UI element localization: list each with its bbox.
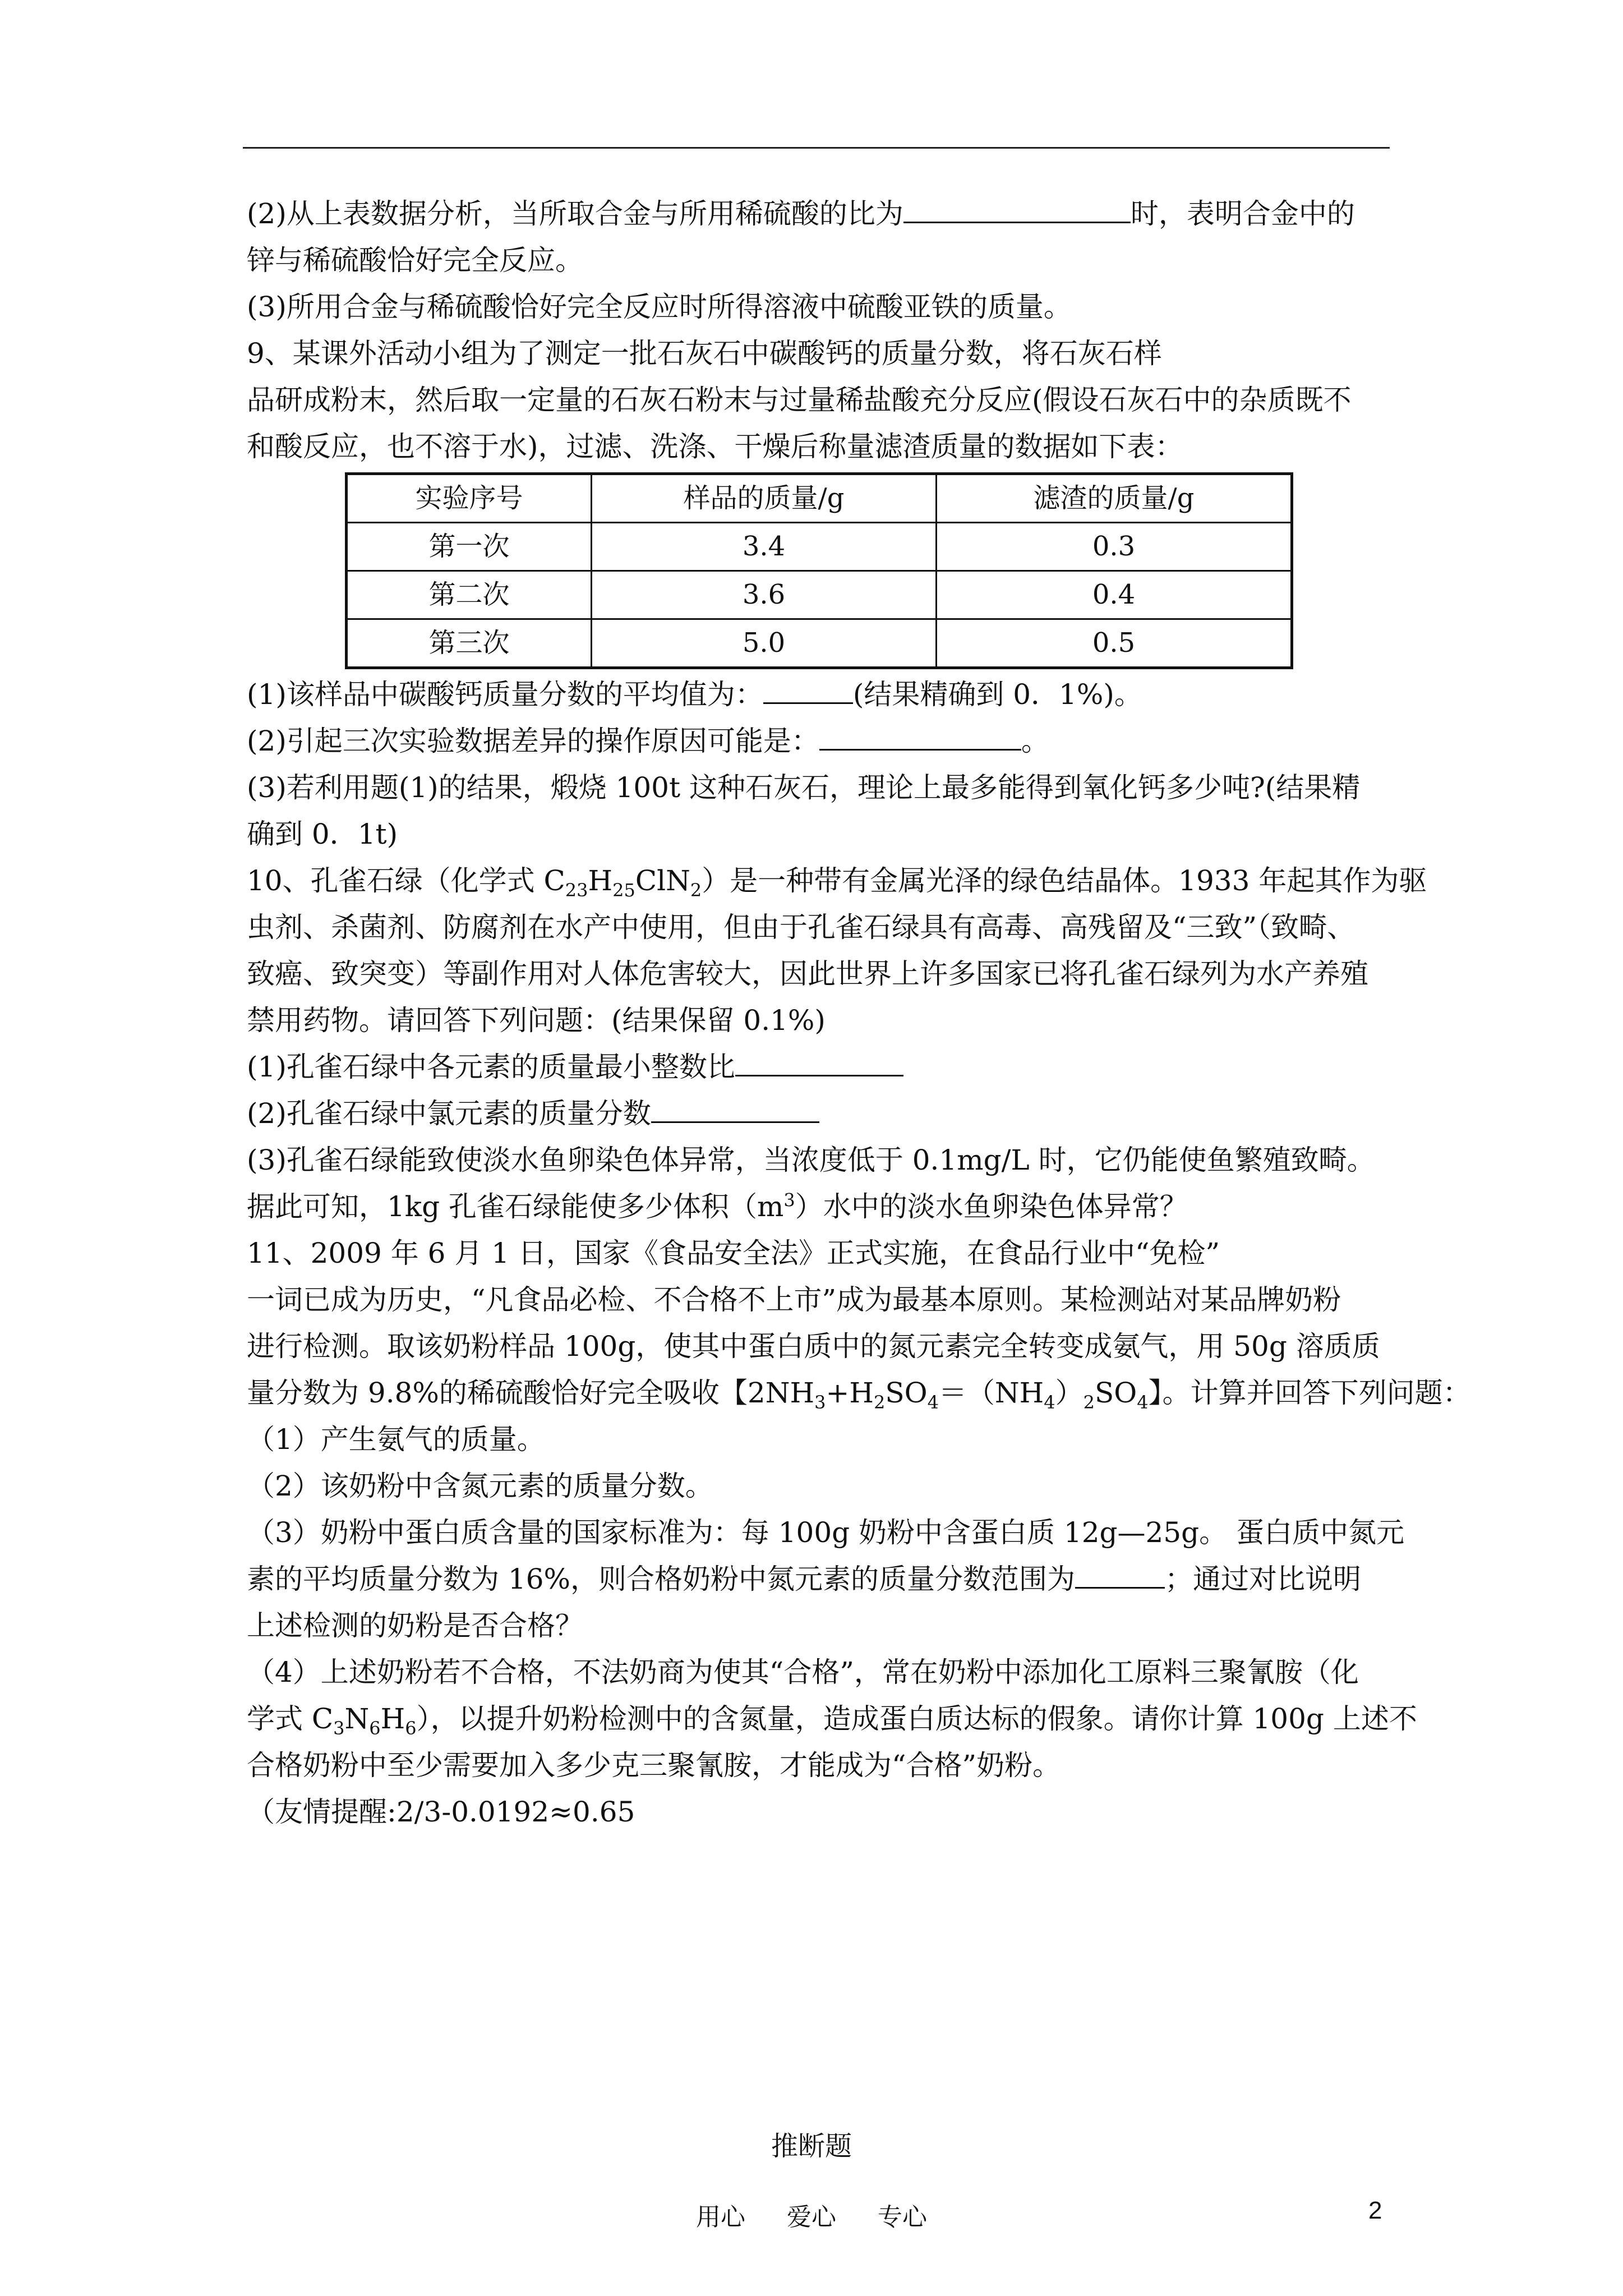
text-line: 学式 $C_3N_6H_6$），以提升奶粉检测中的含氮量，造成蛋白质达标的假象。请你计算 100g 上述不: [247, 1703, 1417, 1739]
text-line: (2)引起三次实验数据差异的操作原因可能是： 。: [247, 718, 1391, 765]
text-line: 量分数为 9.8%的稀硫酸恰好完全吸收【$2NH_3+H_2SO_4=(NH_4)_2SO_4$】。计算并回答下列问题：: [247, 1377, 1471, 1413]
text-line: 品研成粉末，然后取一定量的石灰石粉末与过量稀盐酸充分反应(假设石灰石中的杂质既不: [247, 384, 1352, 416]
answer-blank: [651, 1093, 819, 1123]
table-cell: 3.6: [592, 571, 937, 619]
text-line: 合格奶粉中至少需要加入多少克三聚氰胺，才能成为“合格”奶粉。: [247, 1749, 1061, 1782]
table-header-row: [347, 474, 1292, 523]
text-line: (2)孔雀石绿中氯元素的质量分数: [247, 1091, 1391, 1137]
question-11-title: 11、2009 年 6 月 1 日，国家《食品安全法》正式实施，在食品行业中“免检”: [247, 1237, 1220, 1269]
table-cell: 3.4: [592, 523, 937, 571]
text-line: 和酸反应，也不溶于水)，过滤、洗涤、干燥后称量滤渣质量的数据如下表：: [247, 430, 1183, 463]
text-line: （2）该奶粉中含氮元素的质量分数。: [247, 1470, 713, 1502]
text-line: 致癌、致突变）等副作用对人体危害较大，因此世界上许多国家已将孔雀石绿列为水产养殖: [247, 958, 1368, 990]
page-number: 2: [1368, 2197, 1382, 2224]
header-rule: [243, 147, 1390, 149]
table-cell: 第三次: [347, 619, 592, 668]
table-row: [347, 571, 1292, 619]
table-header-cell: 实验序号: [347, 474, 592, 523]
text-line: (2)从上表数据分析，当所取合金与所用稀硫酸的比为 时，表明合金中的: [247, 191, 1391, 237]
table-cell: 第一次: [347, 523, 592, 571]
text-line: 上述检测的奶粉是否合格？: [247, 1609, 583, 1642]
text-line: (3)所用合金与稀硫酸恰好完全反应时所得溶液中硫酸亚铁的质量。: [247, 291, 1072, 323]
table-row: [347, 619, 1292, 668]
table-cell: 5.0: [592, 619, 937, 668]
text-line: (3)若利用题(1)的结果，煅烧 100t 这种石灰石，理论上最多能得到氧化钙多少吨?(结果精: [247, 771, 1361, 804]
text-line: 素的平均质量分数为 16%，则合格奶粉中氮元素的质量分数范围为 ；通过对比说明: [247, 1556, 1391, 1603]
text-line: （1）产生氨气的质量。: [247, 1423, 545, 1456]
text-line: (1)该样品中碳酸钙质量分数的平均值为： (结果精确到 0．1%)。: [247, 671, 1391, 718]
text-line: (1)孔雀石绿中各元素的质量最小整数比: [247, 1044, 1391, 1091]
question-9-title: 9、某课外活动小组为了测定一批石灰石中碳酸钙的质量分数，将石灰石样: [247, 337, 1162, 370]
text-line: 禁用药物。请回答下列问题：(结果保留 0.1%): [247, 1004, 826, 1037]
document-body: [247, 191, 1471, 1835]
table-header-cell: 滤渣的质量/g: [937, 474, 1292, 523]
text-line: 据此可知，1kg 孔雀石绿能使多少体积$(m^3)$水中的淡水鱼卵染色体异常？: [247, 1189, 1188, 1223]
table-cell: 0.3: [937, 523, 1292, 571]
table-row: [347, 523, 1292, 571]
section-title: 推断题: [771, 2131, 852, 2162]
table-cell: 0.5: [937, 619, 1292, 668]
text-line: （3）奶粉中蛋白质含量的国家标准为：每 100g 奶粉中含蛋白质 12g—25g。 蛋白质中氮元: [247, 1516, 1405, 1549]
text-line: 锌与稀硫酸恰好完全反应。: [247, 244, 583, 277]
answer-blank: [763, 674, 853, 704]
text-line: 虫剂、杀菌剂、防腐剂在水产中使用，但由于孔雀石绿具有高毒、高残留及“三致”（致畸、: [247, 911, 1355, 944]
text-line: 一词已成为历史，“凡食品必检、不合格不上市”成为最基本原则。某检测站对某品牌奶粉: [247, 1283, 1341, 1316]
text-line: 确到 0．1t): [247, 818, 398, 850]
table-header-cell: 样品的质量/g: [592, 474, 937, 523]
question-10-title: 10、孔雀石绿（化学式 $C_{23}H_{25}ClN_2$）是一种带有金属光泽的绿色结晶体。1933 年起其作为驱: [247, 864, 1427, 901]
answer-blank: [735, 1047, 903, 1076]
data-table: [345, 472, 1293, 669]
table-cell: 0.4: [937, 571, 1292, 619]
table-cell: 第二次: [347, 571, 592, 619]
answer-blank: [1075, 1559, 1165, 1589]
hint-line: （友情提醒:2/3-0.0192≈0.65: [247, 1796, 635, 1828]
footer-motto: 用心 爱心 专心: [696, 2203, 927, 2231]
answer-blank: [903, 194, 1131, 223]
text-line: 进行检测。取该奶粉样品 100g，使其中蛋白质中的氮元素完全转变成氨气，用 50g 溶质质: [247, 1330, 1380, 1363]
answer-blank: [819, 721, 1021, 751]
text-line: （4）上述奶粉若不合格，不法奶商为使其“合格”，常在奶粉中添加化工原料三聚氰胺（化: [247, 1656, 1359, 1688]
text-line: (3)孔雀石绿能致使淡水鱼卵染色体异常，当浓度低于 0.1mg/L 时，它仍能使鱼繁殖致畸。: [247, 1144, 1375, 1176]
